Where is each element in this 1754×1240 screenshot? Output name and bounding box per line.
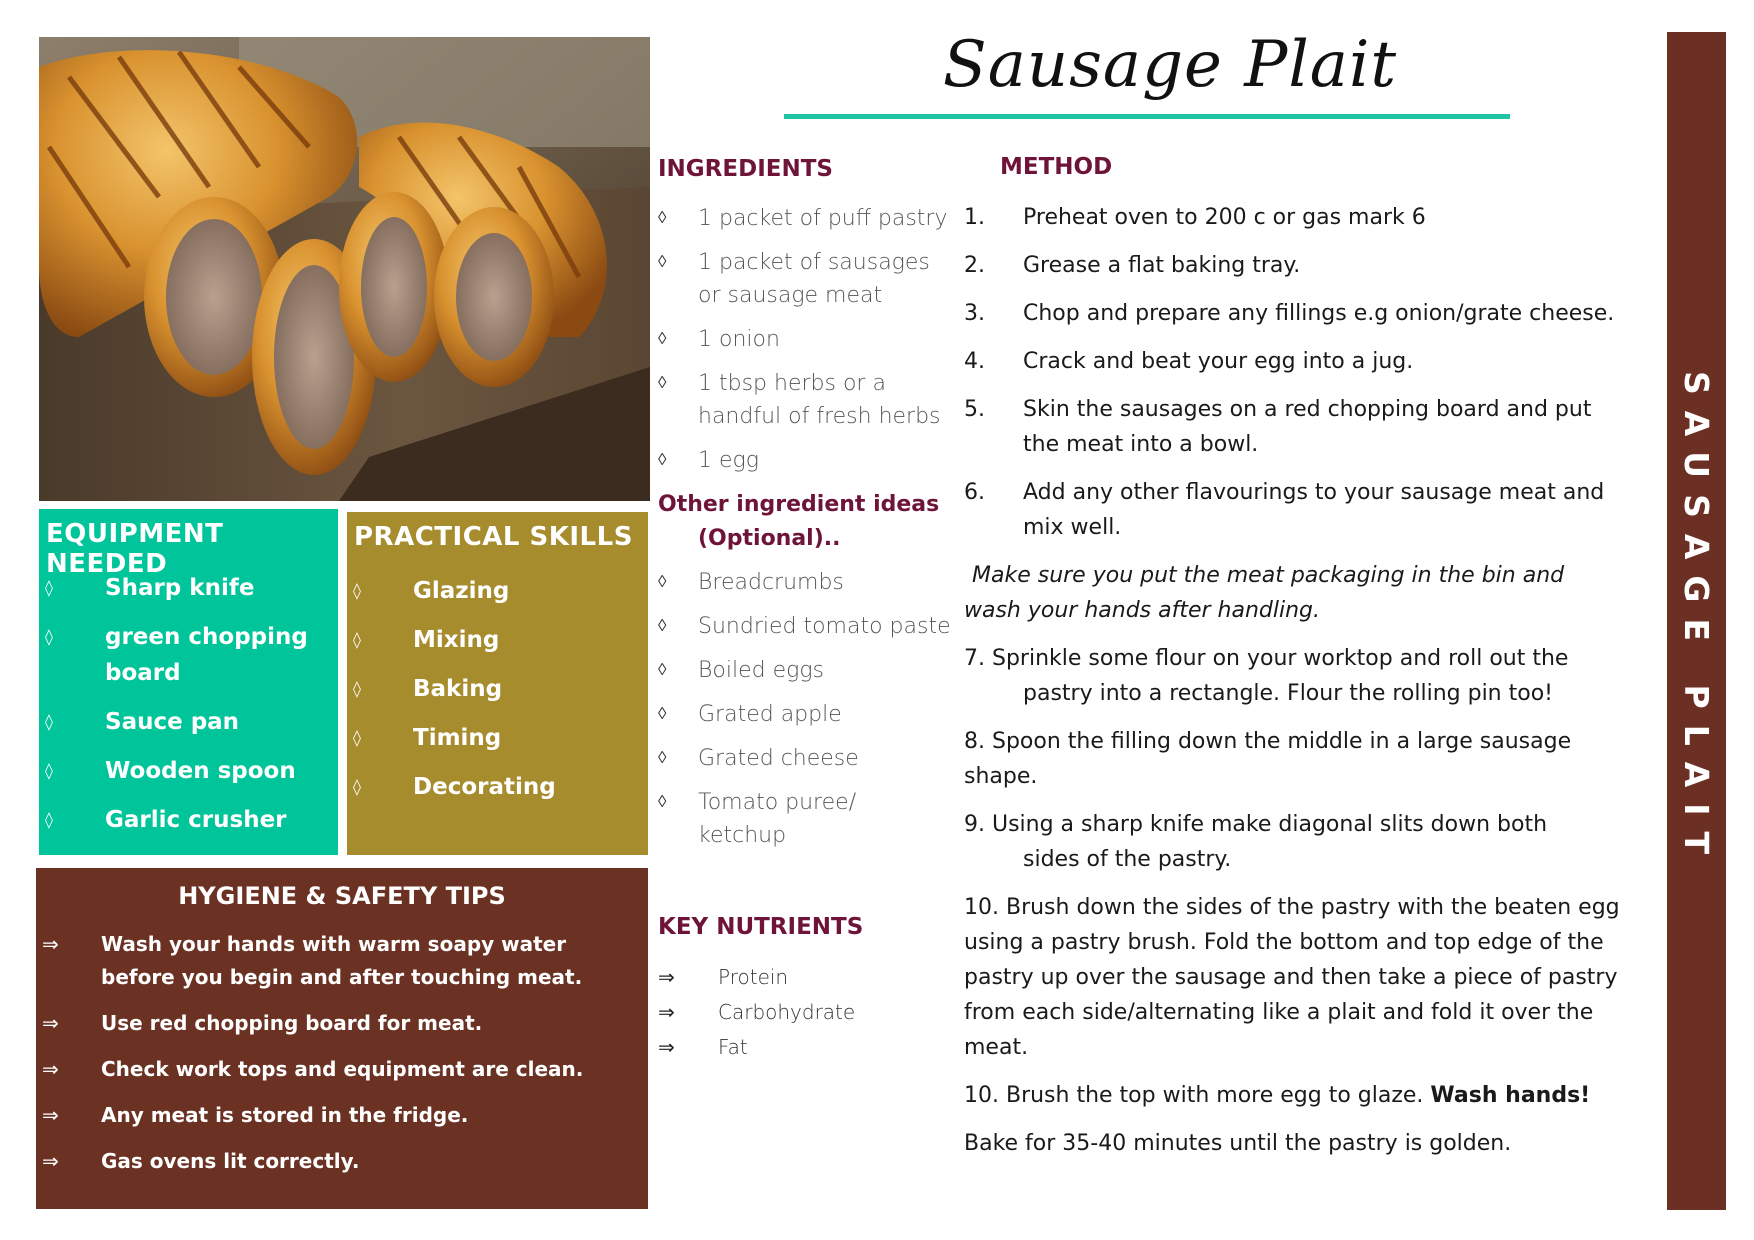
list-item: ◊ 1 packet of sausages or sausage meat: [656, 246, 956, 312]
list-item: ◊ 1 tbsp herbs or a handful of fresh herbs: [656, 367, 956, 433]
method-step: 3. Chop and prepare any fillings e.g onion/grate cheese.: [964, 301, 1615, 326]
list-item: ◊ Garlic crusher: [39, 802, 338, 838]
double-arrow-icon: ⇒: [42, 1103, 59, 1127]
method-final-step: Bake for 35-40 minutes until the pastry is golden.: [964, 1131, 1512, 1156]
list-item: ⇒ Protein: [656, 960, 956, 995]
equipment-list: [39, 570, 338, 851]
method-step: 4. Crack and beat your egg into a jug.: [964, 349, 1414, 374]
list-item: ◊ Sauce pan: [39, 704, 338, 740]
method-step: 1. Preheat oven to 200 c or gas mark 6: [964, 205, 1426, 230]
double-arrow-icon: ⇒: [658, 1035, 675, 1059]
page-title: Sausage Plait: [942, 28, 1398, 102]
double-arrow-icon: ⇒: [42, 932, 59, 956]
double-arrow-icon: ⇒: [42, 1149, 59, 1173]
list-item: ◊ Baking: [347, 671, 648, 707]
hygiene-safety-box: [36, 868, 648, 1209]
key-nutrients-list: [656, 960, 956, 1065]
list-item: ⇒ Fat: [656, 1030, 956, 1065]
list-item: ◊ 1 egg: [656, 444, 956, 477]
other-ingredients-heading: Other ingredient ideas (Optional)..: [658, 492, 940, 551]
equipment-heading: EQUIPMENT NEEDED: [46, 519, 224, 579]
diamond-bullet-icon: ◊: [658, 616, 667, 636]
method-step: 2. Grease a flat baking tray.: [964, 253, 1301, 278]
sausage-plait-photo: [39, 37, 650, 501]
list-item: ◊ Boiled eggs: [656, 654, 966, 687]
list-item: ◊ 1 packet of puff pastry: [656, 202, 956, 235]
list-item: ⇒ Check work tops and equipment are clean.: [36, 1053, 648, 1086]
method-step: 8. Spoon the filling down the middle in a large sausage shape.: [964, 729, 1572, 789]
list-item: ◊ Sundried tomato paste: [656, 610, 966, 643]
double-arrow-icon: ⇒: [42, 1057, 59, 1081]
list-item: ◊ Mixing: [347, 622, 648, 658]
hygiene-heading: HYGIENE & SAFETY TIPS: [178, 882, 506, 910]
side-label: SAUSAGE PLAIT: [1677, 371, 1716, 871]
list-item: ◊ Timing: [347, 720, 648, 756]
ingredients-heading: INGREDIENTS: [658, 156, 833, 182]
diamond-bullet-icon: ◊: [658, 329, 667, 349]
key-nutrients-heading: KEY NUTRIENTS: [658, 914, 864, 940]
method-step: 5. Skin the sausages on a red chopping board and put the meat into a bowl.: [964, 397, 1592, 457]
diamond-bullet-icon: ◊: [658, 252, 667, 272]
diamond-bullet-icon: ◊: [658, 572, 667, 592]
list-item: ⇒ Wash your hands with warm soapy water before you begin and after touching meat.: [36, 928, 648, 994]
double-arrow-icon: ⇒: [658, 965, 675, 989]
list-item: ⇒ Carbohydrate: [656, 995, 956, 1030]
list-item: ◊ Glazing: [347, 573, 648, 609]
list-item: ◊ Tomato puree/ ketchup: [656, 786, 888, 852]
list-item: ◊ Decorating: [347, 769, 648, 805]
list-item: ◊ Grated apple: [656, 698, 966, 731]
method-steps: [964, 200, 1634, 1174]
diamond-bullet-icon: ◊: [658, 208, 667, 228]
list-item: ◊ Grated cheese: [656, 742, 966, 775]
method-heading: METHOD: [1000, 154, 1113, 180]
list-item: ◊ Breadcrumbs: [656, 566, 966, 599]
method-step: 6. Add any other flavourings to your sausage meat and mix well.: [964, 480, 1605, 540]
other-ingredients-list: [656, 566, 966, 863]
list-item: ◊ Sharp knife: [39, 570, 338, 606]
diamond-bullet-icon: ◊: [45, 761, 53, 780]
method-step: 9. Using a sharp knife make diagonal slits down both sides of the pastry.: [964, 812, 1548, 872]
diamond-bullet-icon: ◊: [353, 630, 361, 649]
list-item: ◊ 1 onion: [656, 323, 956, 356]
hygiene-list: [36, 928, 648, 1191]
list-item: ⇒ Gas ovens lit correctly.: [36, 1145, 648, 1178]
practical-skills-list: [347, 573, 648, 818]
ingredients-list: [656, 202, 956, 488]
diamond-bullet-icon: ◊: [45, 578, 53, 597]
equipment-box: [39, 509, 338, 855]
method-step: 10. Brush the top with more egg to glaze. Wash hands!: [964, 1083, 1591, 1108]
practical-skills-heading: PRACTICAL SKILLS: [354, 522, 633, 552]
list-item: ⇒ Use red chopping board for meat.: [36, 1007, 648, 1040]
diamond-bullet-icon: ◊: [658, 450, 667, 470]
list-item: ⇒ Any meat is stored in the fridge.: [36, 1099, 648, 1132]
side-band: [1667, 32, 1726, 1210]
diamond-bullet-icon: ◊: [353, 728, 361, 747]
method-step: 7. Sprinkle some flour on your worktop and roll out the pastry into a rectangle. Flour the rolling pin too!: [964, 646, 1569, 706]
diamond-bullet-icon: ◊: [353, 581, 361, 600]
diamond-bullet-icon: ◊: [658, 660, 667, 680]
diamond-bullet-icon: ◊: [45, 712, 53, 731]
diamond-bullet-icon: ◊: [658, 792, 667, 812]
diamond-bullet-icon: ◊: [45, 627, 53, 646]
hygiene-note: Make sure you put the meat packaging in the bin and wash your hands after handling.: [964, 563, 1565, 623]
diamond-bullet-icon: ◊: [658, 748, 667, 768]
list-item: ◊ green chopping board: [39, 619, 338, 691]
double-arrow-icon: ⇒: [42, 1011, 59, 1035]
double-arrow-icon: ⇒: [658, 1000, 675, 1024]
list-item: ◊ Wooden spoon: [39, 753, 338, 789]
method-step: 10. Brush down the sides of the pastry with the beaten egg using a pastry brush. Fold the bottom and top edge of the pastry up over the sausage and then take a piece of pastry from each side/alternating like a plait and fold it over the meat.: [964, 895, 1620, 1060]
diamond-bullet-icon: ◊: [353, 777, 361, 796]
diamond-bullet-icon: ◊: [353, 679, 361, 698]
diamond-bullet-icon: ◊: [45, 810, 53, 829]
title-underline: [784, 114, 1510, 119]
practical-skills-box: [347, 512, 648, 855]
diamond-bullet-icon: ◊: [658, 373, 667, 393]
diamond-bullet-icon: ◊: [658, 704, 667, 724]
